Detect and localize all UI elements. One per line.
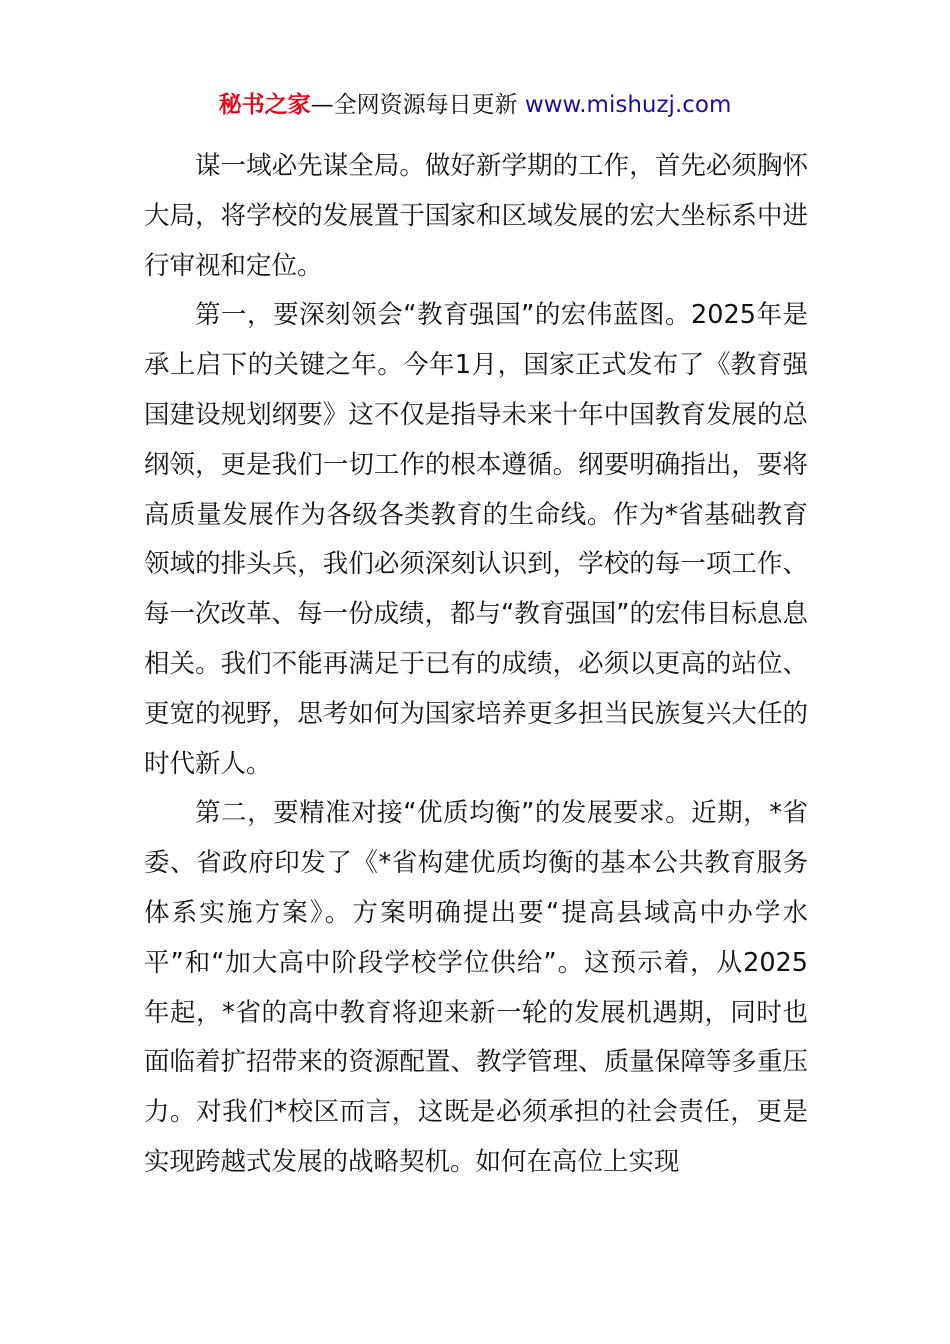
paragraph-first-point: 第一，要深刻领会“教育强国”的宏伟蓝图。2025年是承上启下的关键之年。今年1月，国家正式发布了《教育强国建设规划纲要》这不仅是指导未来十年中国教育发展的总纲领，更是我们一切工作的根本遵循。纲要明确指出，要将高质量发展作为各级各类教育的生命线。作为*省基础教育领域的排头兵，我们必须深刻认识到，学校的每一项工作、每一次改革、每一份成绩，都与“教育强国”的宏伟目标息息相关。我们不能再满足于已有的成绩，必须以更高的站位、更宽的视野，思考如何为国家培养更多担当民族复兴大任的时代新人。	[144, 300, 808, 779]
brand-name: 秘书之家	[218, 92, 311, 118]
site-header	[0, 88, 950, 122]
site-url-link[interactable]: www.mishuzj.com	[524, 92, 732, 118]
paragraph-second-point: 第二，要精准对接“优质均衡”的发展要求。近期，*省委、省政府印发了《*省构建优质均衡的基本公共教育服务体系实施方案》。方案明确提出要“提高县域高中办学水平”和“加大高中阶段学校学位供给”。这预示着，从2025年起，*省的高中教育将迎来新一轮的发展机遇期，同时也面临着扩招带来的资源配置、教学管理、质量保障等多重压力。对我们*校区而言，这既是必须承担的社会责任，更是实现跨越式发展的战略契机。如何在高位上实现	[144, 798, 808, 1177]
header-slogan: 全网资源每日更新	[333, 92, 518, 118]
paragraph-intro: 谋一域必先谋全局。做好新学期的工作，首先必须胸怀大局，将学校的发展置于国家和区域发展的宏大坐标系中进行审视和定位。	[144, 151, 808, 281]
document-body	[144, 142, 808, 1188]
header-separator: —	[310, 92, 334, 118]
